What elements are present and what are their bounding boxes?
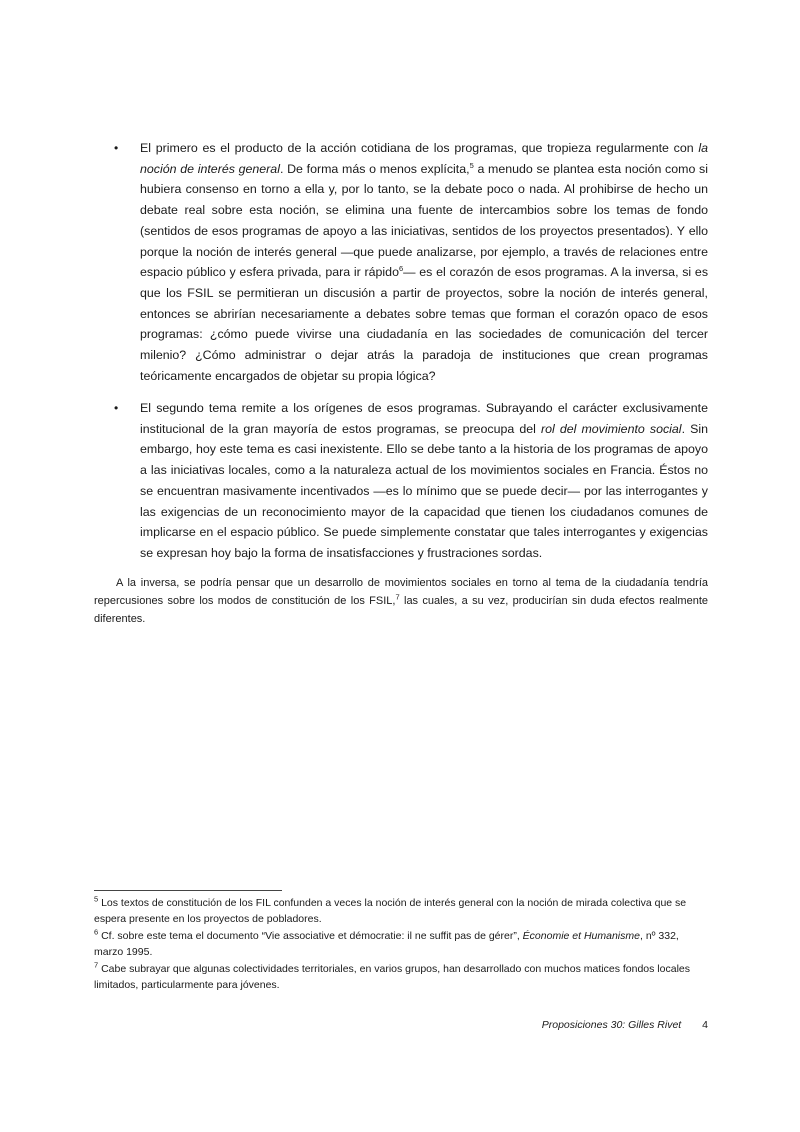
text-segment: — es el corazón de esos programas. A la inversa, si es que los FSIL se permitieran un discusión a partir de proyectos, sobre la noción de interés general, entonces se abrirían necesariamente a debates sobre temas que forman el corazón opaco de esos programas: ¿cómo puede vivirse una ciudadanía en las sociedades de comunicación del tercer milenio? ¿Cómo administrar o dejar atrás la paradoja de instituciones que crean programas teóricamente encargados de objetar su propia lógica? bbox=[140, 265, 709, 383]
bullet-text-2 bbox=[140, 398, 708, 564]
emphasis-text: rol del movimiento social bbox=[540, 421, 682, 436]
text-segment: . Sin embargo, hoy este tema es casi inexistente. Ello se debe tanto a la historia de los programas de apoyo a las iniciativas locales, como a la naturaleza actual de los movimientos sociales en Francia. Éstos no se encuentran masivamente incentivados —es lo mínimo que se puede decir— por las interrogantes y las exigencias de un reconocimiento mayor de la capacidad que tienen los ciudadanos comunes de implicarse en el espacio público. Se puede simplemente constatar que tales interrogantes y exigencias se expresan hoy bajo la forma de insatisfacciones y frustraciones sordas. bbox=[140, 421, 708, 560]
footnote-ref: 7 bbox=[94, 960, 99, 970]
emphasis-text: Économie et Humanisme bbox=[522, 930, 640, 943]
footnote-7 bbox=[94, 962, 708, 993]
bullet-item-2 bbox=[114, 398, 708, 564]
closing-paragraph bbox=[94, 574, 708, 628]
text-segment: Cf. sobre este tema el documento “Vie associative et démocratie: il ne suffit pas de gérer”, bbox=[98, 930, 523, 943]
bullet-marker: • bbox=[114, 141, 119, 155]
footnote-ref: 5 bbox=[94, 894, 99, 904]
bullet-item-1 bbox=[114, 138, 709, 386]
footnote-ref: 7 bbox=[395, 592, 400, 602]
footnote-separator bbox=[94, 890, 282, 891]
text-segment: Cabe subrayar que algunas colectividades territoriales, en varios grupos, han desarrollado con muchos matices fondos locales limitados, particularmente para jóvenes. bbox=[94, 963, 690, 991]
text-segment: las cuales, a su vez, producirían sin duda efectos realmente diferentes. bbox=[94, 595, 708, 625]
bullet-marker: • bbox=[114, 401, 119, 415]
text-segment: . De forma más o menos explícita, bbox=[279, 161, 470, 176]
bullet-text-1 bbox=[140, 138, 708, 386]
footnote-ref: 5 bbox=[469, 160, 474, 170]
footnotes bbox=[94, 896, 708, 996]
text-segment: A la inversa, se podría pensar que un desarrollo de movimientos sociales en torno al tema de la ciudadanía tendría repercusiones sobre los modos de constitución de los FSIL, bbox=[94, 577, 708, 607]
page-footer bbox=[542, 1019, 708, 1031]
footnote-5 bbox=[94, 896, 708, 927]
text-segment: El segundo tema remite a los orígenes de esos programas. Subrayando el carácter exclusivamente institucional de la gran mayoría de estos programas, se preocupa del bbox=[140, 401, 708, 436]
text-segment: Los textos de constitución de los FIL confunden a veces la noción de interés general con la noción de mirada colectiva que se espera presente en los proyectos de pobladores. bbox=[94, 897, 687, 925]
footnote-ref: 6 bbox=[398, 264, 404, 274]
page-number: 4 bbox=[702, 1019, 708, 1031]
footer-source: Proposiciones 30: Gilles Rivet bbox=[541, 1019, 682, 1031]
footnote-ref: 6 bbox=[94, 927, 99, 937]
emphasis-text: la noción de interés general bbox=[140, 141, 708, 176]
text-segment: a menudo se plantea esta noción como si hubiera consenso en torno a ella y, por lo tanto, se la debate poco o nada. Al prohibirse de hecho un debate real sobre esta noción, se elimina una fuente de intercambios sobre los temas de fondo (sentidos de esos programas de apoyo a las iniciativas, sentidos de los proyectos presentados). Y ello porque la noción de interés general —que puede analizarse, por ejemplo, a través de relaciones entre espacio público y esfera privada, para ir rápido bbox=[140, 161, 708, 280]
footnote-6 bbox=[94, 929, 708, 960]
text-segment: El primero es el producto de la acción cotidiana de los programas, que tropieza regularmente con bbox=[140, 141, 699, 155]
text-segment: , nº 332, marzo 1995. bbox=[94, 930, 679, 958]
